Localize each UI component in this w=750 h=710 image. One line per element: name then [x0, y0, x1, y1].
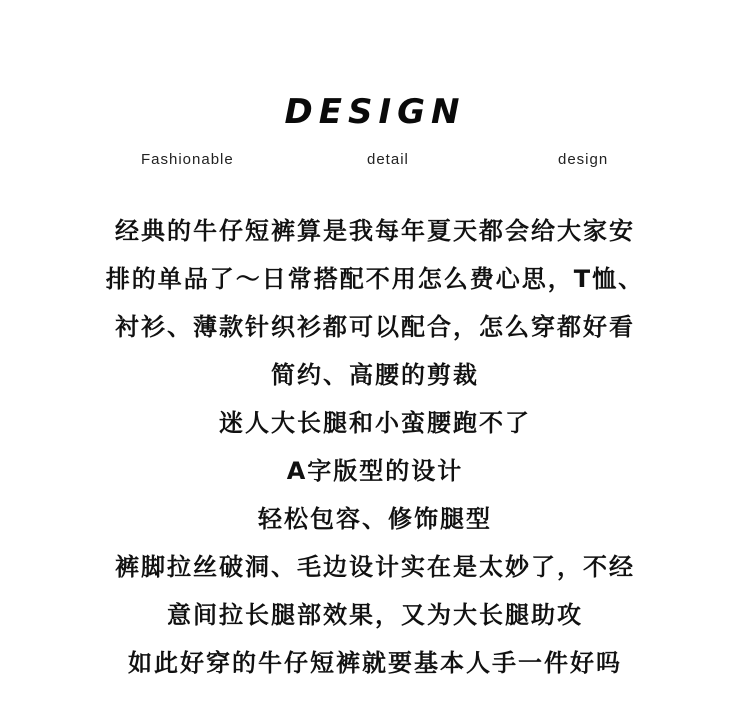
subtitle-detail: detail — [367, 151, 409, 168]
copy-line: 意间拉长腿部效果，又为大长腿助攻 — [167, 601, 583, 629]
copy-line: 排的单品了～日常搭配不用怎么费心思，T恤、 — [105, 265, 645, 293]
copy-line: 简约、高腰的剪裁 — [271, 361, 479, 389]
copy-line: 衬衫、薄款针织衫都可以配合，怎么穿都好看 — [115, 313, 635, 341]
copy-line: A字版型的设计 — [286, 457, 464, 485]
subtitle-design: design — [558, 151, 609, 168]
section-title: DESIGN — [284, 92, 466, 132]
copy-line: 如此好穿的牛仔短裤就要基本人手一件好吗 — [128, 649, 622, 677]
copy-line: 经典的牛仔短裤算是我每年夏天都会给大家安 — [115, 217, 635, 245]
description-copy — [0, 207, 750, 687]
copy-line: 裤脚拉丝破洞、毛边设计实在是太妙了，不经 — [115, 553, 635, 581]
copy-line: 迷人大长腿和小蛮腰跑不了 — [219, 409, 531, 437]
subtitle-fashionable: Fashionable — [141, 151, 234, 168]
copy-line: 轻松包容、修饰腿型 — [258, 505, 492, 533]
